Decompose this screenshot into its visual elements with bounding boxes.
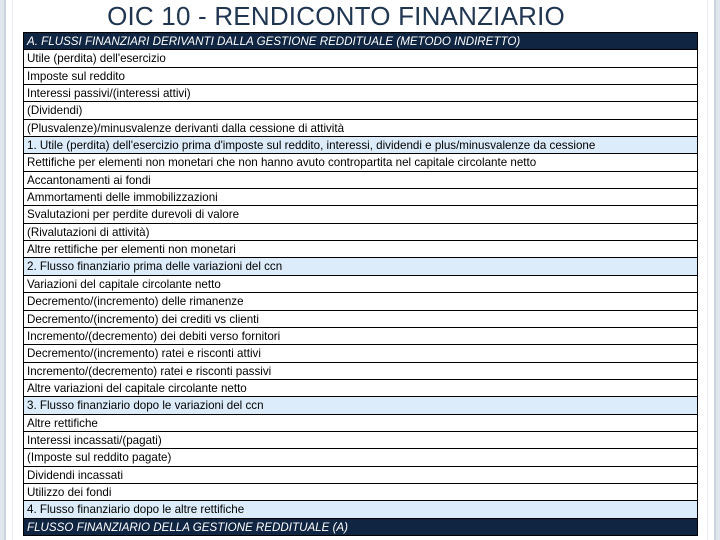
table-row: Ammortamenti delle immobilizzazioni xyxy=(24,189,697,206)
table-row: Interessi incassati/(pagati) xyxy=(24,432,697,449)
table-row: (Plusvalenze)/minusvalenze derivanti dalla cessione di attività xyxy=(24,120,697,137)
table-row: (Imposte sul reddito pagate) xyxy=(24,449,697,466)
table-subtotal-row: 3. Flusso finanziario dopo le variazioni del ccn xyxy=(24,397,697,414)
table-row: Svalutazioni per perdite durevoli di valore xyxy=(24,206,697,223)
cash-flow-table xyxy=(23,32,698,536)
page-title: OIC 10 - RENDICONTO FINANZIARIO xyxy=(107,1,565,31)
table-subtotal-row: 1. Utile (perdita) dell'esercizio prima d'imposte sul reddito, interessi, dividendi e plus/minusvalenze da cessione xyxy=(24,137,697,154)
table-row: Utilizzo dei fondi xyxy=(24,484,697,501)
table-row: Interessi passivi/(interessi attivi) xyxy=(24,85,697,102)
table-row: Accantonamenti ai fondi xyxy=(24,172,697,189)
table-header-row: A. FLUSSI FINANZIARI DERIVANTI DALLA GESTIONE REDDITUALE (METODO INDIRETTO) xyxy=(24,33,697,50)
table-subtotal-row: 2. Flusso finanziario prima delle variazioni del ccn xyxy=(24,258,697,275)
table-row: Decremento/(incremento) delle rimanenze xyxy=(24,293,697,310)
table-header-row: FLUSSO FINANZIARIO DELLA GESTIONE REDDITUALE (A) xyxy=(24,519,697,536)
table-row: Decremento/(incremento) dei crediti vs clienti xyxy=(24,311,697,328)
slide xyxy=(4,0,716,540)
table-subtotal-row: 4. Flusso finanziario dopo le altre rettifiche xyxy=(24,501,697,518)
table-row: Altre rettifiche xyxy=(24,415,697,432)
table-row: Variazioni del capitale circolante netto xyxy=(24,276,697,293)
table-row: Rettifiche per elementi non monetari che non hanno avuto contropartita nel capitale circolante netto xyxy=(24,154,697,171)
table-row: (Rivalutazioni di attività) xyxy=(24,224,697,241)
table-row: Decremento/(incremento) ratei e risconti attivi xyxy=(24,345,697,362)
table-row: Utile (perdita) dell'esercizio xyxy=(24,50,697,67)
table-row: Dividendi incassati xyxy=(24,467,697,484)
table-row: Imposte sul reddito xyxy=(24,68,697,85)
table-row: Incremento/(decremento) dei debiti verso fornitori xyxy=(24,328,697,345)
table-row: (Dividendi) xyxy=(24,102,697,119)
table-row: Incremento/(decremento) ratei e risconti passivi xyxy=(24,363,697,380)
table-row: Altre rettifiche per elementi non monetari xyxy=(24,241,697,258)
table-row: Altre variazioni del capitale circolante netto xyxy=(24,380,697,397)
